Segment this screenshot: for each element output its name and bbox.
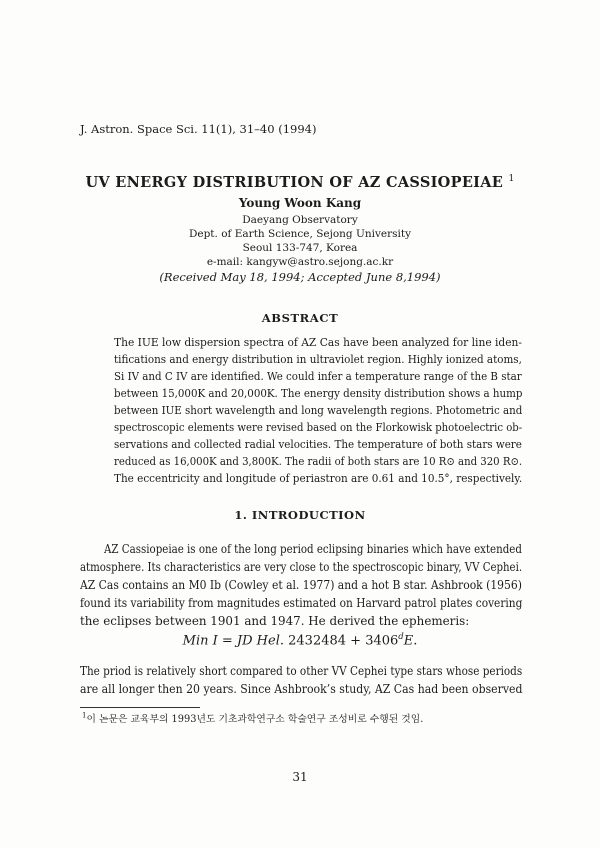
intro-line: AZ Cassiopeiae is one of the long period eclipsing binaries which have extended — [104, 542, 522, 556]
abstract-line: spectroscopic elements were revised based on the Florkowisk photoelectric ob- — [114, 421, 523, 434]
intro-line: are all longer then 20 years. Since Ashbrook’s study, AZ Cas had been observed — [80, 682, 523, 696]
title-footnote-mark: 1 — [508, 174, 515, 184]
footnote-mark: 1 — [82, 711, 87, 720]
paper-title — [0, 174, 600, 191]
abstract-line: The IUE low dispersion spectra of AZ Cas have been analyzed for line iden- — [114, 336, 523, 349]
affiliation-line: Seoul 133-747, Korea — [242, 242, 358, 254]
affiliation-line: Daeyang Observatory — [242, 214, 358, 226]
equation-superscript: d — [398, 632, 404, 642]
abstract-line: between 15,000K and 20,000K. The energy density distribution shows a hump — [114, 387, 523, 400]
abstract-heading: ABSTRACT — [261, 311, 339, 325]
abstract-line: reduced as 16,000K and 3,800K. The radii of both stars are 10 R⊙ and 320 R⊙. — [114, 455, 523, 468]
paper-title-text: UV ENERGY DISTRIBUTION OF AZ CASSIOPEIAE — [85, 174, 504, 191]
equation-tail: E. — [403, 633, 418, 649]
footnote-text: 이 논문은 교육부의 1993년도 기초과학연구소 학술연구 조성비로 수행된 것임. — [86, 714, 424, 725]
abstract-line: The eccentricity and longitude of periastron are 0.61 and 10.5°, respectively. — [114, 472, 523, 485]
ephemeris-equation — [0, 632, 600, 648]
received-dates: (Received May 18, 1994; Accepted June 8,1994) — [159, 270, 441, 284]
abstract-line: servations and collected radial velocities. The temperature of both stars were — [114, 438, 522, 451]
abstract-line: between IUE short wavelength and long wavelength regions. Photometric and — [114, 404, 523, 417]
equation-lhs: Min I = JD Hel. — [182, 633, 284, 649]
author-email: e-mail: kangyw@astro.sejong.ac.kr — [206, 256, 394, 268]
footnote-rule — [80, 707, 200, 708]
intro-line: AZ Cas contains an M0 Ib (Cowley et al. 1977) and a hot B star. Ashbrook (1956) — [80, 578, 522, 592]
intro-line: atmosphere. Its characteristics are very close to the spectroscopic binary, VV Cephei. — [80, 560, 523, 574]
intro-line: found its variability from magnitudes estimated on Harvard patrol plates covering — [80, 596, 523, 610]
abstract-line: tifications and energy distribution in ultraviolet region. Highly ionized atoms, — [114, 353, 522, 366]
intro-line: The priod is relatively short compared to other VV Cephei type stars whose periods — [80, 664, 523, 678]
intro-line: the eclipses between 1901 and 1947. He derived the ephemeris: — [80, 614, 470, 628]
affiliation-line: Dept. of Earth Science, Sejong University — [188, 228, 412, 240]
section-heading-introduction: 1. INTRODUCTION — [234, 508, 366, 522]
journal-citation: J. Astron. Space Sci. 11(1), 31–40 (1994) — [80, 122, 317, 136]
page-number: 31 — [292, 770, 308, 784]
footnote — [82, 711, 423, 725]
abstract-line: Si IV and C IV are identified. We could infer a temperature range of the B star — [114, 370, 522, 383]
author-name: Young Woon Kang — [238, 196, 362, 210]
equation-value: 2432484 + 3406 — [288, 633, 399, 649]
